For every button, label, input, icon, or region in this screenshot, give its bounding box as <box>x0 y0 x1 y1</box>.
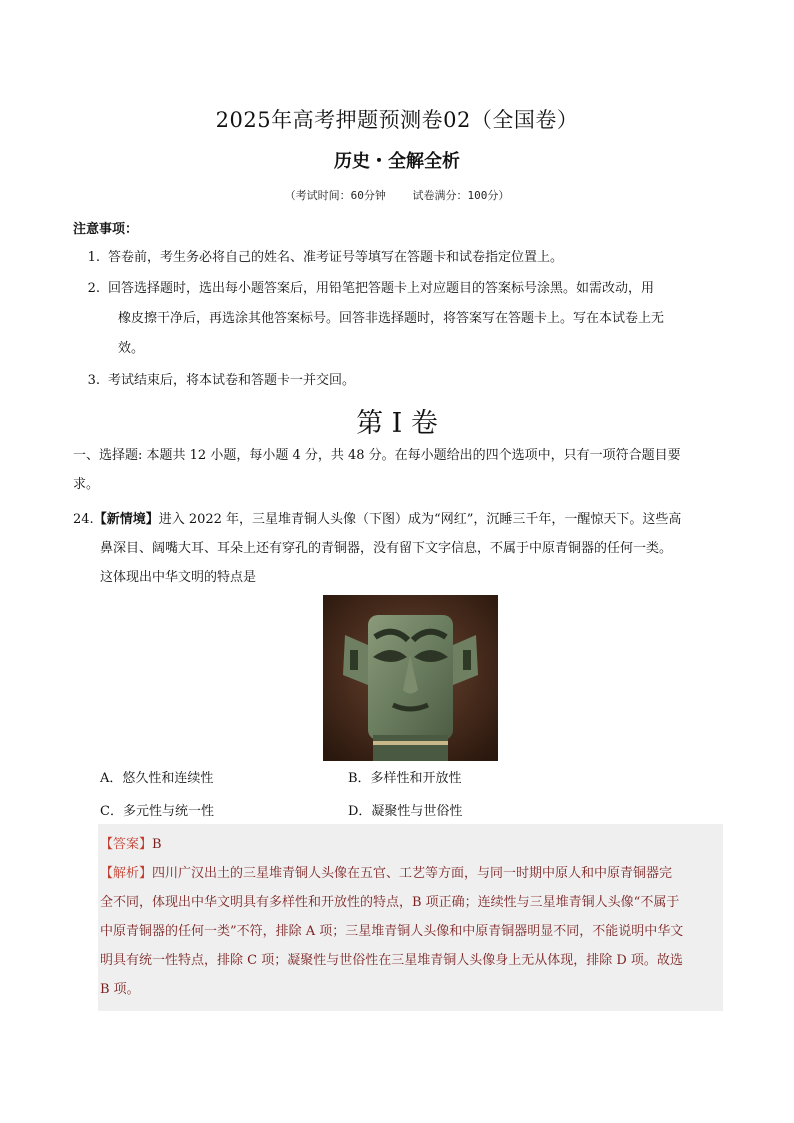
notice-heading: 注意事项： <box>73 222 139 237</box>
notice-item-number: 1. <box>87 250 100 265</box>
exam-score: 试卷满分：100分） <box>412 189 510 202</box>
answer-panel <box>98 824 723 1011</box>
analysis-label: 【解析】 <box>100 866 153 881</box>
section-instruction <box>73 441 723 499</box>
exam-meta <box>0 187 794 203</box>
answer-line <box>100 833 162 852</box>
notice-item-number: 3. <box>87 373 100 388</box>
notice-item-text: 回答选择题时，选出每小题答案后，用铅笔把答题卡上对应题目的答案标号涂黑。如需改动，用 <box>108 281 655 296</box>
notice-item-text: 效。 <box>118 341 145 356</box>
notice-item-text: 考试结束后，将本试卷和答题卡一并交回。 <box>108 373 356 388</box>
option-b: B．多样性和开放性 <box>348 771 462 786</box>
sanxingdui-bronze-head-image <box>323 595 498 761</box>
notice-item-text: 答卷前，考生务必将自己的姓名、准考证号等填写在答题卡和试卷指定位置上。 <box>108 250 564 265</box>
analysis-text: 明具有统一性特点，排除 C 项；凝聚性与世俗性在三星堆青铜人头像身上无从体现，排除 D 项。故选 <box>100 953 683 968</box>
analysis-text: 四川广汉出土的三星堆青铜人头像在五官、工艺等方面，与同一时期中原人和中原青铜器完 <box>152 866 673 881</box>
question-tag: 【新情境】 <box>93 512 159 527</box>
section-instruction-line: 求。 <box>73 477 100 492</box>
question-24 <box>73 505 723 592</box>
section-instruction-line: 一、选择题: 本题共 12 小题，每小题 4 分，共 48 分。在每小题给出的四个选项中，只有一项符合题目要 <box>73 448 681 463</box>
question-text: 这体现出中华文明的特点是 <box>100 570 257 585</box>
answer-value: B <box>152 837 162 852</box>
option-a: A．悠久性和连续性 <box>100 771 214 786</box>
notice-item-text: 橡皮擦干净后，再选涂其他答案标号。回答非选择题时，将答案写在答题卡上。写在本试卷上无 <box>118 311 665 326</box>
section-title: 第 I 卷 <box>356 408 438 439</box>
answer-label: 【答案】 <box>100 837 153 852</box>
analysis-text: B 项。 <box>100 982 140 997</box>
question-text: 鼻深目、阔嘴大耳、耳朵上还有穿孔的青铜器，没有留下文字信息，不属于中原青铜器的任何一类。 <box>100 541 673 556</box>
option-d: D．凝聚性与世俗性 <box>348 804 463 819</box>
page-subtitle: 历史・全解全析 <box>334 151 460 172</box>
notice-item-3 <box>73 366 723 396</box>
notice-item-number: 2. <box>87 281 100 296</box>
analysis-text: 全不同，体现出中华文明具有多样性和开放性的特点，B 项正确；连续性与三星堆青铜人头像“不属于 <box>100 895 680 910</box>
notice-item-2 <box>73 274 723 364</box>
analysis-text: 中原青铜器的任何一类”不符，排除 A 项；三星堆青铜人头像和中原青铜器明显不同，不能说明中华文 <box>100 924 684 939</box>
question-number: 24. <box>73 512 94 527</box>
exam-time: （考试时间：60分钟 <box>284 189 386 202</box>
question-text: 进入 2022 年，三星堆青铜人头像（下图）成为“网红”，沉睡三千年，一醒惊天下。这些高 <box>158 512 682 527</box>
analysis-line <box>100 862 672 881</box>
notice-item-1 <box>73 243 723 273</box>
option-c: C．多元性与统一性 <box>100 804 214 819</box>
page-title: 2025年高考押题预测卷02（全国卷） <box>215 108 579 132</box>
